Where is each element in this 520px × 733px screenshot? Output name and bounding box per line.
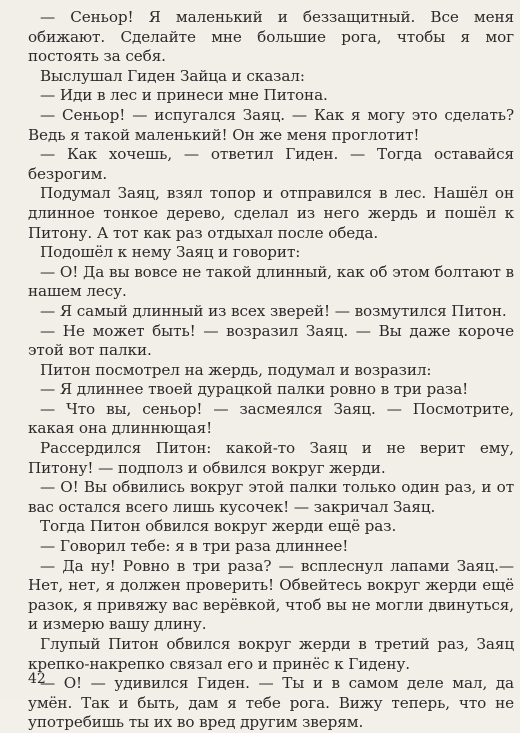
paragraph: Питон посмотрел на жердь, подумал и возразил: <box>40 360 432 379</box>
paragraph: — Не может быть! — возразил Заяц. — Вы даже короче этой вот палки. <box>28 321 514 360</box>
story-text <box>28 8 514 733</box>
paragraph: Подошёл к нему Заяц и говорит: <box>40 243 301 262</box>
paragraph: — Сеньор! Я маленький и беззащитный. Все меня обижают. Сделайте мне большие рога, чтобы я мог постоять за себя. <box>28 8 514 66</box>
paragraph: Подумал Заяц, взял топор и отправился в лес. Нашёл он длинное тонкое дерево, сделал из него жердь и пошёл к Питону. А тот как раз отдыхал после обеда. <box>28 184 514 242</box>
paragraph: — О! — удивился Гиден. — Ты и в самом деле мал, да умён. Так и быть, дам я тебе рога. Вижу теперь, что не употребишь ты их во вред другим зверям. <box>28 674 514 732</box>
paragraph: — Как хочешь, — ответил Гиден. — Тогда оставайся безрогим. <box>28 145 514 183</box>
paragraph: — Иди в лес и принеси мне Питона. <box>40 86 328 105</box>
paragraph: Тогда Питон обвился вокруг жерди ещё раз. <box>40 517 397 536</box>
page-number: 42 <box>28 671 46 687</box>
paragraph: — Говорил тебе: я в три раза длиннее! <box>40 537 349 556</box>
paragraph: — О! Вы обвились вокруг этой палки только один раз, и от вас остался всего лишь кусочек! — закричал Заяц. <box>28 478 514 516</box>
paragraph: — Я длиннее твоей дурацкой палки ровно в три раза! <box>40 380 469 399</box>
paragraph: Рассердился Питон: какой-то Заяц и не верит ему, Питону! — подполз и обвился вокруг жерди. <box>28 439 514 477</box>
paragraph: — Сеньор! — испугался Заяц. — Как я могу это сделать? Ведь я такой маленький! Он же меня проглотит! <box>28 105 514 144</box>
paragraph: Выслушал Гиден Зайца и сказал: <box>40 66 305 85</box>
paragraph: — Да ну! Ровно в три раза? — всплеснул лапами Заяц.— Нет, нет, я должен проверить! Обвейтесь вокруг жерди ещё разок, я привяжу вас верёвкой, чтоб вы не могли двинуться, и измерю вашу длину. <box>28 556 514 634</box>
paragraph: — О! Да вы вовсе не такой длинный, как об этом болтают в нашем лесу. <box>28 262 514 301</box>
paragraph: — Что вы, сеньор! — засмеялся Заяц. — Посмотрите, какая она длиннющая! <box>28 399 514 438</box>
paragraph: Глупый Питон обвился вокруг жерди в третий раз, Заяц крепко-накрепко связал его и принёс к Гидену. <box>28 635 514 673</box>
paragraph: — Я самый длинный из всех зверей! — возмутился Питон. <box>40 301 507 320</box>
